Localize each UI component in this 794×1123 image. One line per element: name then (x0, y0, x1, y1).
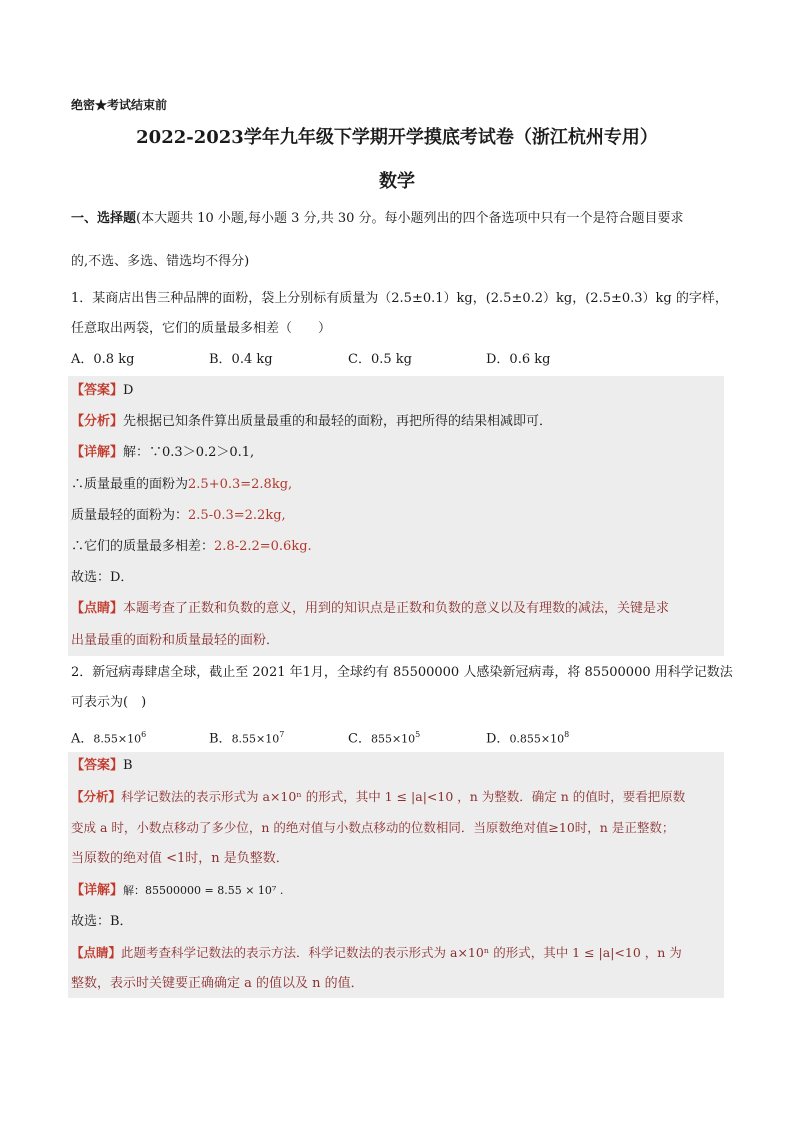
q1-detail-3 (71, 507, 286, 525)
q2-option-c-base: 855×10 (370, 732, 416, 746)
q1-comment-1-text: 本题考查了正数和负数的意义，用到的知识点是正数和负数的意义以及有理数的减法，关键是求 (123, 601, 670, 616)
q2-analysis-2: 变成 a 时，小数点移动了多少位，n 的绝对值与小数点移动的位数相同．当原数绝对值≥10时，n 是正整数； (71, 820, 675, 835)
q1-detail-2-formula: 2.5+0.3=2.8kg, (188, 477, 293, 492)
q2-option-a (71, 726, 146, 748)
q2-option-b-label: B． (209, 731, 232, 747)
comment-tag: 【点睛】 (71, 601, 124, 616)
q1-detail-2 (71, 476, 292, 494)
q2-option-a-exp: 6 (141, 730, 147, 739)
q2-comment-2: 整数，表示时关键要正确确定 a 的值以及 n 的值． (71, 976, 364, 991)
q2-option-a-label: A． (71, 731, 94, 747)
q1-detail-1-text: 解：∵0.3＞0.2＞0.1, (123, 445, 255, 460)
answer-tag: 【答案】 (71, 383, 124, 398)
q1-option-c: C．0.5 kg (348, 352, 412, 367)
q1-option-b: B．0.4 kg (209, 352, 273, 367)
comment-tag: 【点睛】 (71, 945, 122, 960)
exam-title: 2022-2023学年九年级下学期开学摸底考试卷（浙江杭州专用） (136, 127, 658, 148)
section-name: 一、选择题 (71, 211, 137, 226)
q1-detail-3-label: 质量最轻的面粉为： (71, 508, 189, 523)
q2-option-d-exp: 8 (564, 730, 570, 739)
q2-answer (71, 757, 133, 775)
q1-stem-1: 1．某商店出售三种品牌的面粉，袋上分别标有质量为（2.5±0.1）kg，(2.5±0.2）kg，(2.5±0.3）kg 的字样， (71, 291, 728, 306)
answer-tag: 【答案】 (71, 758, 124, 773)
q2-option-b-base: 8.55×10 (231, 732, 280, 746)
q2-stem-1: 2．新冠病毒肆虐全球，截止至 2021 年1月，全球约有 85500000 人感染新冠病毒，将 85500000 用科学记数法 (71, 665, 733, 680)
q2-option-c-label: C． (348, 731, 371, 747)
q2-analysis-1 (71, 788, 685, 806)
q2-detail-text: 解：85500000 = 8.55 × 10⁷ . (123, 884, 284, 897)
analysis-tag: 【分析】 (71, 414, 124, 429)
q1-answer (71, 382, 133, 400)
q1-detail-4 (71, 538, 312, 556)
section-desc-1: (本大题共 10 小题,每小题 3 分,共 30 分。每小题列出的四个备选项中只有一个是符合题目要求 (136, 211, 684, 226)
analysis-tag: 【分析】 (71, 789, 122, 804)
q1-detail-1 (71, 444, 254, 462)
q1-option-a: A．0.8 kg (71, 352, 135, 367)
q2-comment-1-text: 此题考查科学记数法的表示方法．科学记数法的表示形式为 a×10ⁿ 的形式，其中 1 ≤ |a|<10 ，n 为 (121, 945, 682, 960)
detail-tag: 【详解】 (71, 445, 124, 460)
section-desc-2: 的,不选、多选、错选均不得分) (71, 254, 250, 269)
q2-comment-1 (71, 944, 682, 962)
q2-option-b (209, 726, 284, 748)
q1-answer-value: D (123, 383, 134, 398)
q2-stem-2: 可表示为( ) (71, 695, 147, 710)
q1-stem-2: 任意取出两袋，它们的质量最多相差（ ） (71, 321, 332, 336)
q2-analysis-3: 当原数的绝对值 <1时，n 是负整数． (71, 851, 289, 866)
q1-comment-2: 出量最重的面粉和质量最轻的面粉． (71, 633, 280, 648)
secret-label: 绝密★考试结束前 (71, 98, 168, 112)
q1-option-d: D．0.6 kg (486, 352, 551, 367)
q2-answer-value: B (123, 758, 133, 773)
q1-detail-4-label: ∴它们的质量最多相差： (71, 539, 215, 554)
q2-option-d-label: D． (486, 731, 510, 747)
q1-choose: 故选：D． (71, 570, 134, 585)
detail-tag: 【详解】 (71, 883, 124, 898)
q1-detail-3-formula: 2.5-0.3=2.2kg, (188, 508, 286, 523)
q1-comment-1 (71, 600, 669, 618)
q1-analysis (71, 413, 552, 431)
q1-analysis-text: 先根据已知条件算出质量最重的和最轻的面粉，再把所得的结果相减即可． (123, 414, 553, 429)
q2-option-c-exp: 5 (415, 730, 421, 739)
q2-analysis-1-text: 科学记数法的表示形式为 a×10ⁿ 的形式，其中 1 ≤ |a|<10 ，n 为整数．确定 n 的值时，要看把原数 (121, 789, 686, 804)
q2-option-d-base: 0.855×10 (509, 732, 565, 746)
q2-option-d (486, 726, 569, 748)
q2-option-a-base: 8.55×10 (93, 732, 142, 746)
subject-title: 数学 (379, 171, 415, 192)
q2-option-c (348, 726, 420, 748)
q2-detail (71, 882, 283, 900)
q1-detail-2-label: ∴质量最重的面粉为 (71, 477, 189, 492)
q2-choose: 故选：B． (71, 914, 133, 929)
q1-detail-4-formula: 2.8-2.2=0.6kg. (214, 539, 312, 554)
q2-option-b-exp: 7 (279, 730, 285, 739)
section-header (71, 210, 684, 228)
